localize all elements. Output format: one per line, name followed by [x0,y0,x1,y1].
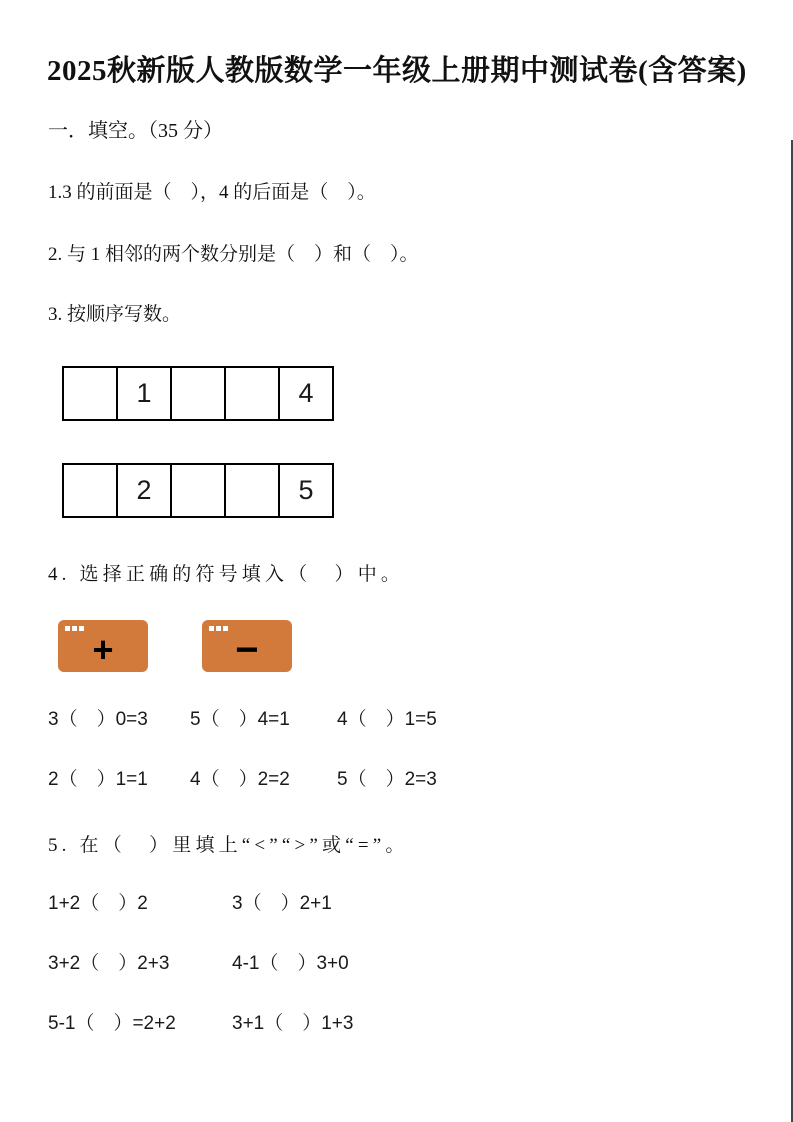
sequence-cell [171,464,225,517]
minus-icon: − [235,628,259,672]
equation: 3（ ）0=3 [48,709,148,730]
table-row [63,464,333,517]
equation-row-1 [48,704,748,730]
sequence-cell: 5 [279,464,333,517]
equation: 4（ ）1=5 [337,709,437,730]
number-sequence-table-2 [62,463,334,518]
equation: 4（ ）2=2 [190,769,290,790]
comparison-row-2 [48,948,748,974]
question-5: 5. 在（ ）里填上“<”“>”或“=”。 [48,835,409,856]
table-row [63,367,333,420]
equation-row-2 [48,764,748,790]
comparison: 1+2（ ）2 [48,893,148,914]
sequence-cell [225,367,279,420]
comparison: 3（ ）2+1 [232,893,332,914]
question-4: 4. 选择正确的符号填入（ ）中。 [48,564,405,585]
comparison: 3+2（ ）2+3 [48,953,170,974]
question-1: 1.3 的前面是（ ），4 的后面是（ ）。 [48,182,376,203]
sequence-cell: 2 [117,464,171,517]
comparison: 3+1（ ）1+3 [232,1013,354,1034]
minus-symbol-card [202,620,292,672]
plus-icon: + [92,629,114,670]
equation: 2（ ）1=1 [48,769,148,790]
section-heading: 一．填空。（35 分） [48,120,223,142]
comparison-row-1 [48,888,748,914]
comparison-row-3 [48,1008,748,1034]
sequence-cell [63,464,117,517]
equation: 5（ ）2=3 [337,769,437,790]
sequence-cell: 1 [117,367,171,420]
question-2: 2. 与 1 相邻的两个数分别是（ ）和（ ）。 [48,244,419,265]
number-sequence-table-1 [62,366,334,421]
comparison: 5-1（ ）=2+2 [48,1013,176,1034]
comparison: 4-1（ ）3+0 [232,953,349,974]
sequence-cell [63,367,117,420]
equation: 5（ ）4=1 [190,709,290,730]
plus-symbol-card [58,620,148,672]
page-title: 2025秋新版人教版数学一年级上册期中测试卷(含答案) [47,55,747,87]
sequence-cell [225,464,279,517]
question-3: 3. 按顺序写数。 [48,304,182,325]
sequence-cell: 4 [279,367,333,420]
sequence-cell [171,367,225,420]
